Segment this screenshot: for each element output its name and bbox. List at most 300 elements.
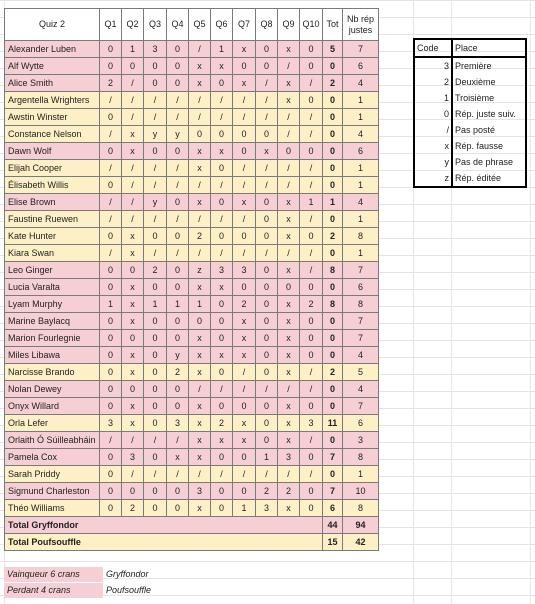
header-q1[interactable]: Q1 <box>100 9 122 41</box>
q3-cell[interactable]: / <box>144 109 167 126</box>
q5-cell[interactable]: / <box>189 211 211 228</box>
q7-cell[interactable]: x <box>233 41 256 58</box>
winner-value[interactable]: Gryffondor <box>106 569 149 579</box>
q3-cell[interactable]: 0 <box>144 143 167 160</box>
nb-correct-cell[interactable]: 1 <box>343 92 379 109</box>
q2-cell[interactable]: x <box>122 296 144 313</box>
legend-label[interactable]: Rép. fausse <box>452 138 526 154</box>
q7-cell[interactable]: x <box>233 75 256 92</box>
header-q2[interactable]: Q2 <box>122 9 144 41</box>
q6-cell[interactable]: 0 <box>211 296 233 313</box>
q5-cell[interactable]: / <box>189 177 211 194</box>
student-name-cell[interactable]: Orlaith Ó Súilleabháin <box>5 432 100 449</box>
tot-cell[interactable]: 8 <box>323 262 343 279</box>
q4-cell[interactable]: 0 <box>167 75 189 92</box>
nb-correct-cell[interactable]: 7 <box>343 398 379 415</box>
q3-cell[interactable]: / <box>144 466 167 483</box>
q1-cell[interactable]: 0 <box>100 228 122 245</box>
q6-cell[interactable]: / <box>211 381 233 398</box>
q5-cell[interactable]: x <box>189 364 211 381</box>
q5-cell[interactable]: x <box>189 75 211 92</box>
q8-cell[interactable]: 0 <box>256 347 278 364</box>
q8-cell[interactable]: 0 <box>256 313 278 330</box>
q9-cell[interactable]: x <box>278 75 300 92</box>
q3-cell[interactable]: 0 <box>144 313 167 330</box>
header-q10[interactable]: Q10 <box>300 9 323 41</box>
tot-cell[interactable]: 1 <box>323 194 343 211</box>
q3-cell[interactable]: 0 <box>144 398 167 415</box>
nb-correct-cell[interactable]: 8 <box>343 228 379 245</box>
q9-cell[interactable]: x <box>278 228 300 245</box>
q3-cell[interactable]: 0 <box>144 449 167 466</box>
q4-cell[interactable]: y <box>167 126 189 143</box>
q4-cell[interactable]: 0 <box>167 279 189 296</box>
student-name-cell[interactable]: Sigmund Charleston <box>5 483 100 500</box>
student-name-cell[interactable]: Marine Baylacq <box>5 313 100 330</box>
q4-cell[interactable]: x <box>167 449 189 466</box>
q10-cell[interactable]: / <box>300 262 323 279</box>
q8-cell[interactable]: / <box>256 92 278 109</box>
q5-cell[interactable]: x <box>189 347 211 364</box>
q1-cell[interactable]: 0 <box>100 262 122 279</box>
q1-cell[interactable]: / <box>100 245 122 262</box>
tot-cell[interactable]: 8 <box>323 296 343 313</box>
q7-cell[interactable]: / <box>233 245 256 262</box>
q8-cell[interactable]: / <box>256 109 278 126</box>
q2-cell[interactable]: / <box>122 432 144 449</box>
q6-cell[interactable]: 0 <box>211 330 233 347</box>
q6-cell[interactable]: 0 <box>211 160 233 177</box>
q5-cell[interactable]: x <box>189 143 211 160</box>
nb-correct-cell[interactable]: 3 <box>343 432 379 449</box>
q7-cell[interactable]: 3 <box>233 262 256 279</box>
legend-label[interactable]: Troisième <box>452 90 526 106</box>
q10-cell[interactable]: / <box>300 432 323 449</box>
q10-cell[interactable]: 0 <box>300 92 323 109</box>
q10-cell[interactable]: 0 <box>300 143 323 160</box>
q5-cell[interactable]: 1 <box>189 296 211 313</box>
header-q8[interactable]: Q8 <box>256 9 278 41</box>
q7-cell[interactable]: 0 <box>233 483 256 500</box>
q5-cell[interactable]: x <box>189 330 211 347</box>
tot-cell[interactable]: 0 <box>323 381 343 398</box>
nb-correct-cell[interactable]: 7 <box>343 313 379 330</box>
q7-cell[interactable]: 0 <box>233 58 256 75</box>
nb-correct-cell[interactable]: 5 <box>343 364 379 381</box>
q5-cell[interactable]: x <box>189 432 211 449</box>
q6-cell[interactable]: x <box>211 58 233 75</box>
q4-cell[interactable]: 2 <box>167 364 189 381</box>
q10-cell[interactable]: / <box>300 160 323 177</box>
q10-cell[interactable]: / <box>300 75 323 92</box>
q7-cell[interactable]: / <box>233 92 256 109</box>
q3-cell[interactable]: 0 <box>144 415 167 432</box>
q2-cell[interactable]: / <box>122 194 144 211</box>
q6-cell[interactable]: / <box>211 466 233 483</box>
q7-cell[interactable]: / <box>233 160 256 177</box>
nb-correct-cell[interactable]: 4 <box>343 126 379 143</box>
q10-cell[interactable]: 1 <box>300 194 323 211</box>
q8-cell[interactable]: 0 <box>256 58 278 75</box>
q5-cell[interactable]: z <box>189 262 211 279</box>
q1-cell[interactable]: 0 <box>100 58 122 75</box>
q1-cell[interactable]: / <box>100 194 122 211</box>
student-name-cell[interactable]: Kate Hunter <box>5 228 100 245</box>
legend-code[interactable]: / <box>414 122 452 138</box>
q3-cell[interactable]: y <box>144 126 167 143</box>
total-tot-cell[interactable]: 15 <box>323 534 343 551</box>
legend-code[interactable]: 3 <box>414 57 452 74</box>
q2-cell[interactable]: x <box>122 279 144 296</box>
q10-cell[interactable]: / <box>300 466 323 483</box>
student-name-cell[interactable]: Elise Brown <box>5 194 100 211</box>
q1-cell[interactable]: 0 <box>100 449 122 466</box>
q9-cell[interactable]: x <box>278 330 300 347</box>
q1-cell[interactable]: 0 <box>100 143 122 160</box>
q8-cell[interactable]: 1 <box>256 449 278 466</box>
q8-cell[interactable]: 0 <box>256 41 278 58</box>
q6-cell[interactable]: 0 <box>211 449 233 466</box>
q3-cell[interactable]: / <box>144 211 167 228</box>
q2-cell[interactable]: x <box>122 347 144 364</box>
tot-cell[interactable]: 0 <box>323 347 343 364</box>
legend-code[interactable]: y <box>414 154 452 170</box>
nb-correct-cell[interactable]: 7 <box>343 41 379 58</box>
tot-cell[interactable]: 11 <box>323 415 343 432</box>
q6-cell[interactable]: 1 <box>211 41 233 58</box>
nb-correct-cell[interactable]: 1 <box>343 245 379 262</box>
student-name-cell[interactable]: Miles Libawa <box>5 347 100 364</box>
q6-cell[interactable]: 0 <box>211 75 233 92</box>
q5-cell[interactable]: 0 <box>189 313 211 330</box>
q2-cell[interactable]: x <box>122 364 144 381</box>
tot-cell[interactable]: 0 <box>323 177 343 194</box>
total-nb-cell[interactable]: 94 <box>343 517 379 534</box>
q6-cell[interactable]: 0 <box>211 126 233 143</box>
q2-cell[interactable]: / <box>122 211 144 228</box>
student-name-cell[interactable]: Lyam Murphy <box>5 296 100 313</box>
q4-cell[interactable]: 1 <box>167 296 189 313</box>
tot-cell[interactable]: 0 <box>323 279 343 296</box>
q7-cell[interactable]: 0 <box>233 279 256 296</box>
student-name-cell[interactable]: Pamela Cox <box>5 449 100 466</box>
q6-cell[interactable]: / <box>211 177 233 194</box>
student-name-cell[interactable]: Lucia Varalta <box>5 279 100 296</box>
q1-cell[interactable]: 0 <box>100 177 122 194</box>
q6-cell[interactable]: / <box>211 109 233 126</box>
q4-cell[interactable]: / <box>167 160 189 177</box>
q10-cell[interactable]: / <box>300 177 323 194</box>
q1-cell[interactable]: / <box>100 92 122 109</box>
q4-cell[interactable]: 0 <box>167 41 189 58</box>
q6-cell[interactable]: 0 <box>211 500 233 517</box>
q7-cell[interactable]: 0 <box>233 398 256 415</box>
q10-cell[interactable]: 0 <box>300 500 323 517</box>
q10-cell[interactable]: / <box>300 109 323 126</box>
q8-cell[interactable]: 0 <box>256 228 278 245</box>
header-q9[interactable]: Q9 <box>278 9 300 41</box>
q8-cell[interactable]: 0 <box>256 211 278 228</box>
q2-cell[interactable]: x <box>122 398 144 415</box>
q8-cell[interactable]: 0 <box>256 126 278 143</box>
q3-cell[interactable]: 0 <box>144 330 167 347</box>
total-tot-cell[interactable]: 44 <box>323 517 343 534</box>
q6-cell[interactable]: 0 <box>211 398 233 415</box>
q6-cell[interactable]: / <box>211 245 233 262</box>
q1-cell[interactable]: 0 <box>100 398 122 415</box>
student-name-cell[interactable]: Elijah Cooper <box>5 160 100 177</box>
legend-label[interactable]: Pas de phrase <box>452 154 526 170</box>
q3-cell[interactable]: 0 <box>144 75 167 92</box>
q3-cell[interactable]: 0 <box>144 483 167 500</box>
legend-label[interactable]: Rép. juste suiv. <box>452 106 526 122</box>
nb-correct-cell[interactable]: 1 <box>343 177 379 194</box>
q8-cell[interactable]: / <box>256 245 278 262</box>
tot-cell[interactable]: 2 <box>323 228 343 245</box>
legend-header-place[interactable]: Place <box>452 39 526 57</box>
tot-cell[interactable]: 0 <box>323 109 343 126</box>
loser-label[interactable]: Perdant 4 crans <box>4 583 103 598</box>
q1-cell[interactable]: / <box>100 160 122 177</box>
q7-cell[interactable]: 0 <box>233 228 256 245</box>
q9-cell[interactable]: / <box>278 466 300 483</box>
q8-cell[interactable]: / <box>256 177 278 194</box>
q3-cell[interactable]: 0 <box>144 500 167 517</box>
q8-cell[interactable]: 0 <box>256 194 278 211</box>
q1-cell[interactable]: / <box>100 432 122 449</box>
tot-cell[interactable]: 0 <box>323 245 343 262</box>
q4-cell[interactable]: 3 <box>167 415 189 432</box>
q8-cell[interactable]: 0 <box>256 262 278 279</box>
q5-cell[interactable]: / <box>189 466 211 483</box>
legend-label[interactable]: Rép. éditée <box>452 170 526 187</box>
q1-cell[interactable]: 0 <box>100 313 122 330</box>
student-name-cell[interactable]: Faustine Ruewen <box>5 211 100 228</box>
q8-cell[interactable]: / <box>256 466 278 483</box>
q10-cell[interactable]: / <box>300 245 323 262</box>
tot-cell[interactable]: 0 <box>323 330 343 347</box>
tot-cell[interactable]: 0 <box>323 160 343 177</box>
q6-cell[interactable]: 0 <box>211 194 233 211</box>
q9-cell[interactable]: x <box>278 432 300 449</box>
tot-cell[interactable]: 7 <box>323 483 343 500</box>
student-name-cell[interactable]: Argentella Wrighters <box>5 92 100 109</box>
q9-cell[interactable]: 3 <box>278 449 300 466</box>
q8-cell[interactable]: / <box>256 75 278 92</box>
q9-cell[interactable]: 0 <box>278 279 300 296</box>
q10-cell[interactable]: / <box>300 126 323 143</box>
q1-cell[interactable]: 0 <box>100 279 122 296</box>
q4-cell[interactable]: y <box>167 347 189 364</box>
q3-cell[interactable]: 2 <box>144 262 167 279</box>
q5-cell[interactable]: x <box>189 58 211 75</box>
q5-cell[interactable]: / <box>189 245 211 262</box>
nb-correct-cell[interactable]: 7 <box>343 262 379 279</box>
q6-cell[interactable]: / <box>211 211 233 228</box>
q7-cell[interactable]: / <box>233 177 256 194</box>
q2-cell[interactable]: x <box>122 245 144 262</box>
q9-cell[interactable]: / <box>278 381 300 398</box>
q9-cell[interactable]: / <box>278 160 300 177</box>
student-name-cell[interactable]: Orla Lefer <box>5 415 100 432</box>
q6-cell[interactable]: x <box>211 279 233 296</box>
student-name-cell[interactable]: Awstin Winster <box>5 109 100 126</box>
q9-cell[interactable]: x <box>278 41 300 58</box>
header-q6[interactable]: Q6 <box>211 9 233 41</box>
q1-cell[interactable]: 2 <box>100 75 122 92</box>
q9-cell[interactable]: 0 <box>278 143 300 160</box>
q1-cell[interactable]: / <box>100 211 122 228</box>
q8-cell[interactable]: 0 <box>256 330 278 347</box>
q3-cell[interactable]: / <box>144 92 167 109</box>
q1-cell[interactable]: 0 <box>100 381 122 398</box>
student-name-cell[interactable]: Théo Williams <box>5 500 100 517</box>
tot-cell[interactable]: 5 <box>323 41 343 58</box>
nb-correct-cell[interactable]: 8 <box>343 500 379 517</box>
tot-cell[interactable]: 0 <box>323 211 343 228</box>
q10-cell[interactable]: 0 <box>300 313 323 330</box>
q2-cell[interactable]: x <box>122 143 144 160</box>
q4-cell[interactable]: 0 <box>167 381 189 398</box>
q7-cell[interactable]: / <box>233 109 256 126</box>
q4-cell[interactable]: / <box>167 466 189 483</box>
q7-cell[interactable]: x <box>233 415 256 432</box>
q9-cell[interactable]: x <box>278 211 300 228</box>
legend-header-code[interactable]: Code <box>414 39 452 57</box>
q2-cell[interactable]: 0 <box>122 58 144 75</box>
nb-correct-cell[interactable]: 4 <box>343 75 379 92</box>
q8-cell[interactable]: 2 <box>256 483 278 500</box>
q8-cell[interactable]: 0 <box>256 432 278 449</box>
q2-cell[interactable]: 2 <box>122 500 144 517</box>
total-nb-cell[interactable]: 42 <box>343 534 379 551</box>
q6-cell[interactable]: x <box>211 143 233 160</box>
q9-cell[interactable]: x <box>278 194 300 211</box>
winner-label[interactable]: Vainqueur 6 crans <box>4 567 103 582</box>
legend-label[interactable]: Pas posté <box>452 122 526 138</box>
q1-cell[interactable]: / <box>100 126 122 143</box>
q9-cell[interactable]: / <box>278 126 300 143</box>
nb-correct-cell[interactable]: 1 <box>343 109 379 126</box>
q10-cell[interactable]: 0 <box>300 228 323 245</box>
q2-cell[interactable]: / <box>122 177 144 194</box>
student-name-cell[interactable]: Alf Wytte <box>5 58 100 75</box>
q7-cell[interactable]: 2 <box>233 296 256 313</box>
q8-cell[interactable]: 0 <box>256 296 278 313</box>
q6-cell[interactable]: x <box>211 432 233 449</box>
q7-cell[interactable]: x <box>233 330 256 347</box>
q6-cell[interactable]: 0 <box>211 313 233 330</box>
header-q3[interactable]: Q3 <box>144 9 167 41</box>
q1-cell[interactable]: 0 <box>100 364 122 381</box>
header-q4[interactable]: Q4 <box>167 9 189 41</box>
nb-correct-cell[interactable]: 8 <box>343 296 379 313</box>
q1-cell[interactable]: 0 <box>100 109 122 126</box>
student-name-cell[interactable]: Nolan Dewey <box>5 381 100 398</box>
q4-cell[interactable]: / <box>167 211 189 228</box>
q5-cell[interactable]: 3 <box>189 483 211 500</box>
q10-cell[interactable]: 0 <box>300 330 323 347</box>
nb-correct-cell[interactable]: 6 <box>343 279 379 296</box>
q1-cell[interactable]: 0 <box>100 347 122 364</box>
tot-cell[interactable]: 0 <box>323 432 343 449</box>
nb-correct-cell[interactable]: 6 <box>343 415 379 432</box>
q5-cell[interactable]: x <box>189 398 211 415</box>
nb-correct-cell[interactable]: 6 <box>343 58 379 75</box>
q6-cell[interactable]: 0 <box>211 364 233 381</box>
q3-cell[interactable]: / <box>144 245 167 262</box>
q10-cell[interactable]: 0 <box>300 483 323 500</box>
q5-cell[interactable]: x <box>189 279 211 296</box>
q9-cell[interactable]: x <box>278 347 300 364</box>
legend-code[interactable]: 1 <box>414 90 452 106</box>
total-label-cell[interactable]: Total Gryffondor <box>5 517 323 534</box>
header-q7[interactable]: Q7 <box>233 9 256 41</box>
q3-cell[interactable]: 0 <box>144 58 167 75</box>
nb-correct-cell[interactable]: 4 <box>343 347 379 364</box>
q7-cell[interactable]: / <box>233 381 256 398</box>
q3-cell[interactable]: 0 <box>144 279 167 296</box>
q2-cell[interactable]: / <box>122 160 144 177</box>
nb-correct-cell[interactable]: 4 <box>343 381 379 398</box>
q9-cell[interactable]: x <box>278 415 300 432</box>
tot-cell[interactable]: 0 <box>323 126 343 143</box>
tot-cell[interactable]: 2 <box>323 364 343 381</box>
q2-cell[interactable]: 3 <box>122 449 144 466</box>
q2-cell[interactable]: x <box>122 313 144 330</box>
q10-cell[interactable]: 0 <box>300 449 323 466</box>
q2-cell[interactable]: / <box>122 92 144 109</box>
q1-cell[interactable]: 3 <box>100 415 122 432</box>
q2-cell[interactable]: / <box>122 75 144 92</box>
total-label-cell[interactable]: Total Poufsouffle <box>5 534 323 551</box>
q9-cell[interactable]: x <box>278 262 300 279</box>
legend-code[interactable]: 0 <box>414 106 452 122</box>
student-name-cell[interactable]: Élisabeth Willis <box>5 177 100 194</box>
tot-cell[interactable]: 0 <box>323 313 343 330</box>
student-name-cell[interactable]: Sarah Priddy <box>5 466 100 483</box>
q2-cell[interactable]: x <box>122 126 144 143</box>
q3-cell[interactable]: / <box>144 160 167 177</box>
q9-cell[interactable]: x <box>278 364 300 381</box>
q4-cell[interactable]: 0 <box>167 58 189 75</box>
q4-cell[interactable]: / <box>167 177 189 194</box>
nb-correct-cell[interactable]: 4 <box>343 194 379 211</box>
q2-cell[interactable]: 1 <box>122 41 144 58</box>
q4-cell[interactable]: 0 <box>167 262 189 279</box>
nb-correct-cell[interactable]: 6 <box>343 143 379 160</box>
q6-cell[interactable]: 0 <box>211 483 233 500</box>
q2-cell[interactable]: / <box>122 466 144 483</box>
nb-correct-cell[interactable]: 1 <box>343 160 379 177</box>
q3-cell[interactable]: 3 <box>144 41 167 58</box>
q9-cell[interactable]: 2 <box>278 483 300 500</box>
q10-cell[interactable]: / <box>300 364 323 381</box>
q8-cell[interactable]: / <box>256 160 278 177</box>
q5-cell[interactable]: x <box>189 449 211 466</box>
nb-correct-cell[interactable]: 8 <box>343 449 379 466</box>
q2-cell[interactable]: x <box>122 228 144 245</box>
q7-cell[interactable]: / <box>233 466 256 483</box>
q9-cell[interactable]: x <box>278 313 300 330</box>
q4-cell[interactable]: 0 <box>167 500 189 517</box>
student-name-cell[interactable]: Alice Smith <box>5 75 100 92</box>
q1-cell[interactable]: 0 <box>100 330 122 347</box>
tot-cell[interactable]: 0 <box>323 398 343 415</box>
q4-cell[interactable]: 0 <box>167 313 189 330</box>
q4-cell[interactable]: / <box>167 92 189 109</box>
q5-cell[interactable]: / <box>189 41 211 58</box>
